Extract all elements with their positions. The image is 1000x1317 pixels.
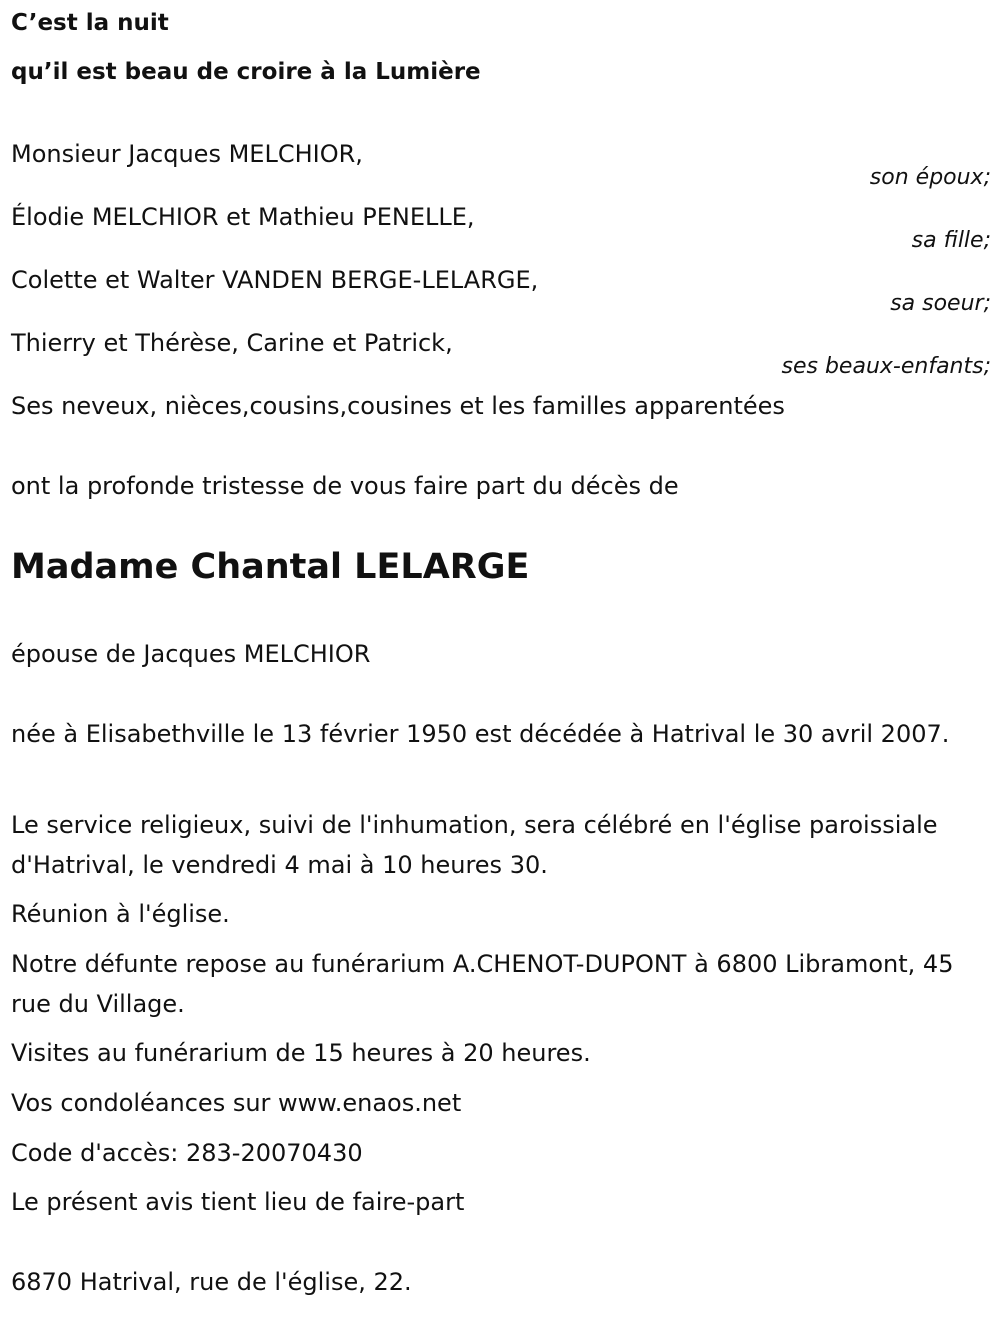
deceased-name: Madame Chantal LELARGE	[11, 547, 530, 587]
announcement-text: ont la profonde tristesse de vous faire part du décès de	[11, 472, 679, 500]
family-member-relation: sa soeur;	[890, 291, 991, 316]
verse-line-1: C’est la nuit	[11, 10, 169, 36]
birth-death-text: née à Elisabethville le 13 février 1950 est décédée à Hatrival le 30 avril 2007.	[11, 720, 950, 748]
family-member-names: Colette et Walter VANDEN BERGE-LELARGE,	[11, 266, 539, 294]
family-member-names: Monsieur Jacques MELCHIOR,	[11, 140, 363, 168]
family-member-names: Thierry et Thérèse, Carine et Patrick,	[11, 329, 453, 357]
notice-text: Le présent avis tient lieu de faire-part	[11, 1188, 465, 1216]
verse-line-2: qu’il est beau de croire à la Lumière	[11, 59, 481, 85]
access-code-text: Code d'accès: 283-20070430	[11, 1139, 363, 1167]
family-member-relation: sa fille;	[911, 228, 991, 253]
family-member-names: Élodie MELCHIOR et Mathieu PENELLE,	[11, 203, 475, 231]
reunion-text: Réunion à l'église.	[11, 900, 230, 928]
family-member-names: Ses neveux, nièces,cousins,cousines et les familles apparentées	[11, 392, 785, 420]
family-member-relation: son époux;	[869, 165, 991, 190]
service-text: Le service religieux, suivi de l'inhumation, sera célébré en l'église paroissiale d'Hatrival, le vendredi 4 mai à 10 heures 30.	[11, 811, 938, 879]
funerarium-text: Notre défunte repose au funérarium A.CHENOT-DUPONT à 6800 Libramont, 45 rue du Village.	[11, 950, 954, 1018]
spouse-line: épouse de Jacques MELCHIOR	[11, 640, 371, 668]
family-member-relation: ses beaux-enfants;	[781, 354, 991, 379]
visits-text: Visites au funérarium de 15 heures à 20 heures.	[11, 1039, 591, 1067]
condolences-text: Vos condoléances sur www.enaos.net	[11, 1089, 462, 1117]
address-text: 6870 Hatrival, rue de l'église, 22.	[11, 1268, 412, 1296]
